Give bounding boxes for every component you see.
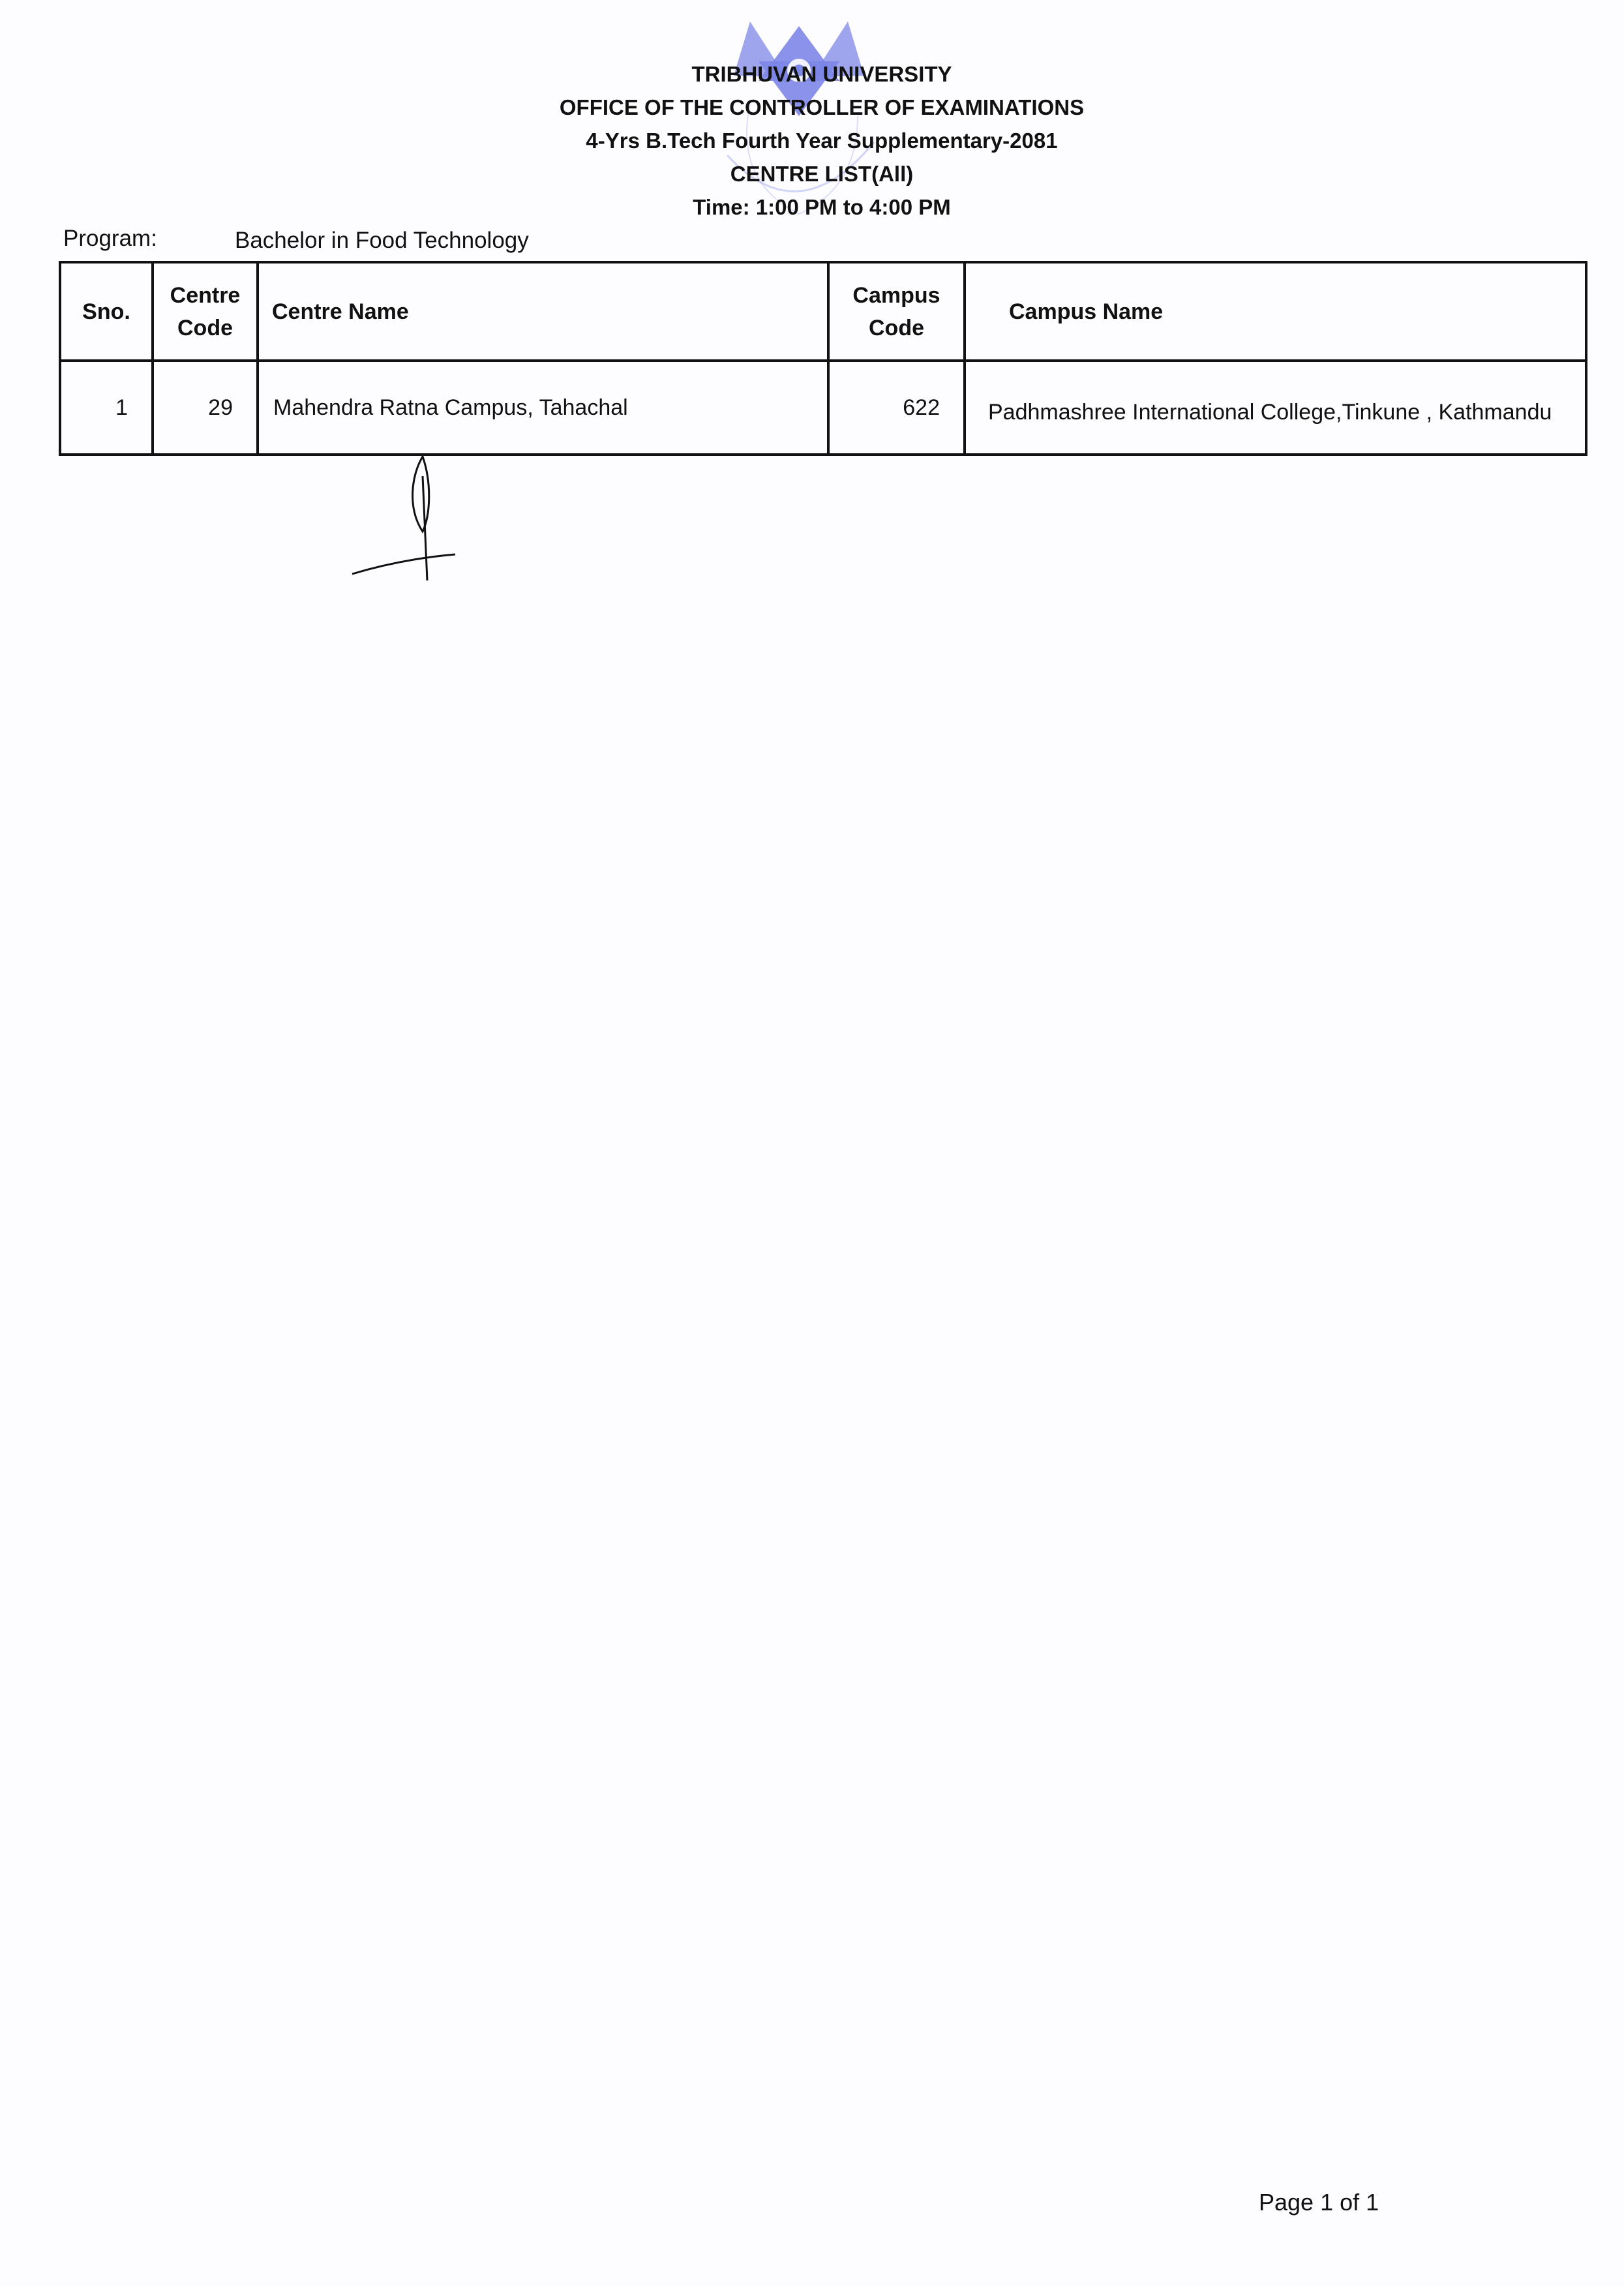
cell-campus-name: Padhmashree International College,Tinkune , Kathmandu: [965, 361, 1586, 455]
document-header: [0, 57, 1624, 224]
column-header-campus-name: Campus Name: [965, 262, 1586, 361]
table-header-row: [60, 262, 1586, 361]
program-label: Program:: [63, 226, 157, 251]
cell-centre-name: Mahendra Ratna Campus, Tahachal: [258, 361, 828, 455]
program-value: Bachelor in Food Technology: [235, 228, 529, 253]
column-header-campus-code: Campus Code: [828, 262, 965, 361]
column-header-sno: Sno.: [60, 262, 153, 361]
page-number: Page 1 of 1: [1259, 2189, 1379, 2216]
university-name: TRIBHUVAN UNIVERSITY: [691, 62, 952, 86]
exam-time: Time: 1:00 PM to 4:00 PM: [693, 195, 951, 219]
centre-list-table: [59, 261, 1587, 456]
cell-sno: 1: [60, 361, 153, 455]
office-name: OFFICE OF THE CONTROLLER OF EXAMINATIONS: [559, 95, 1085, 119]
column-header-centre-name: Centre Name: [258, 262, 828, 361]
cell-campus-code: 622: [828, 361, 965, 455]
cell-centre-code: 29: [153, 361, 258, 455]
list-title: CENTRE LIST(All): [730, 162, 914, 186]
column-header-centre-code: Centre Code: [153, 262, 258, 361]
exam-name: 4-Yrs B.Tech Fourth Year Supplementary-2081: [586, 128, 1058, 153]
handwritten-signature: [346, 450, 463, 587]
table-row: [60, 361, 1586, 455]
